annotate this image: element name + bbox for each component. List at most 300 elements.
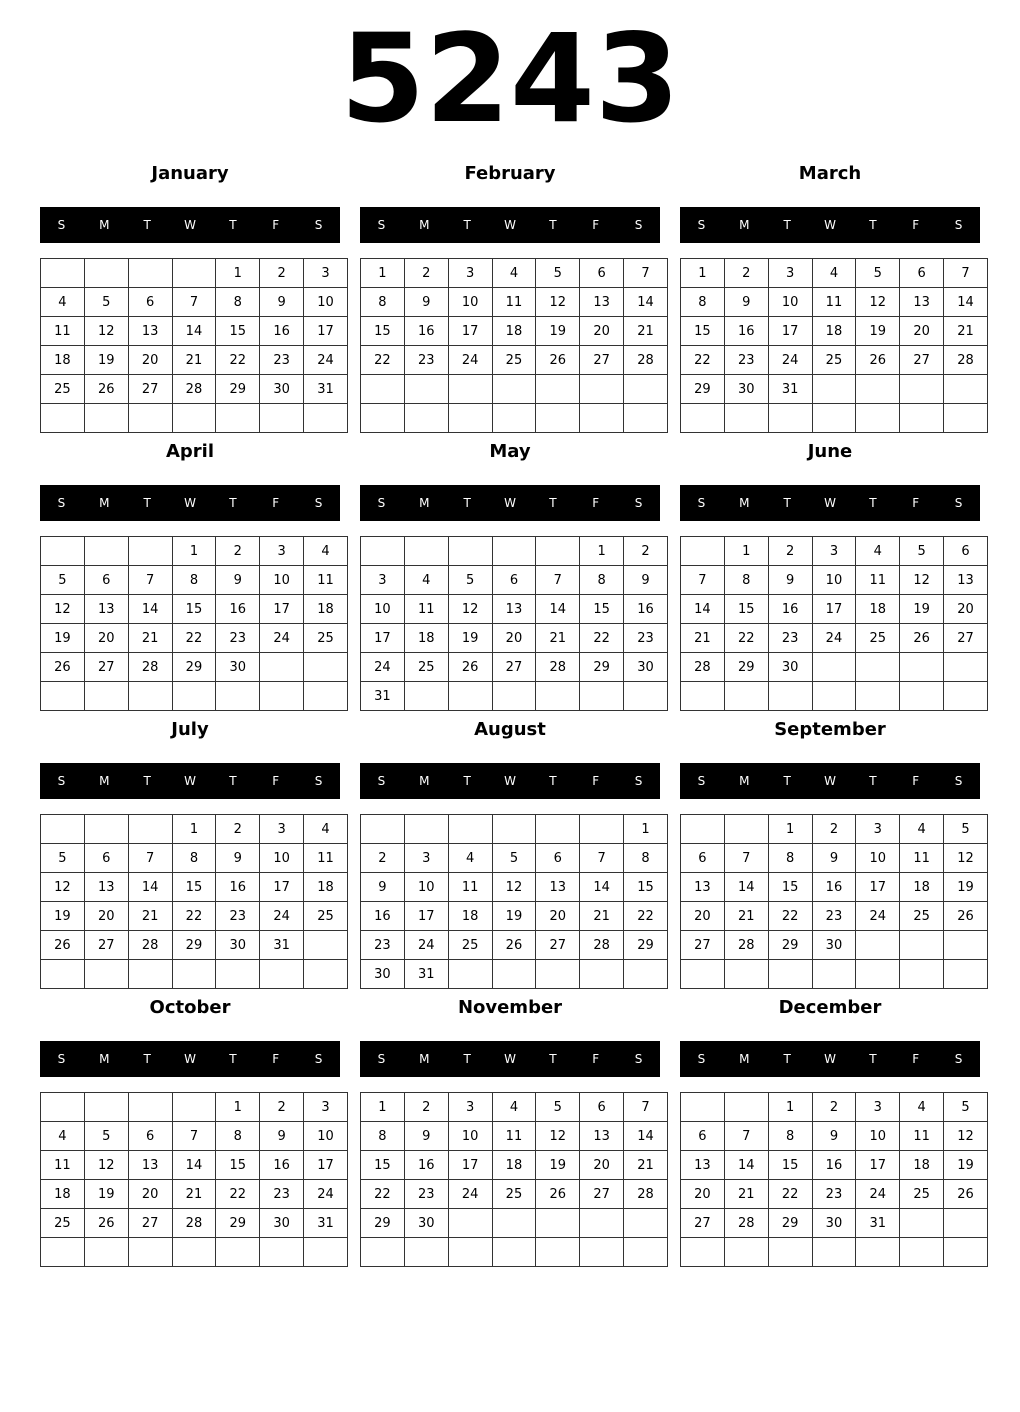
- weekday-label: F: [912, 218, 920, 232]
- day-cell: 27: [536, 931, 580, 960]
- weekday-label: F: [272, 218, 280, 232]
- day-cell: 24: [856, 1180, 900, 1209]
- day-cell: 19: [944, 1151, 988, 1180]
- day-cell: 14: [128, 873, 172, 902]
- day-cell: 11: [41, 1151, 85, 1180]
- day-cell: 17: [404, 902, 448, 931]
- day-cell: 6: [128, 1122, 172, 1151]
- day-cell: 25: [448, 931, 492, 960]
- day-cell: 28: [128, 653, 172, 682]
- day-cell: 10: [304, 1122, 348, 1151]
- day-cell: 8: [624, 844, 668, 873]
- day-cell: 6: [900, 259, 944, 288]
- day-cell: [84, 1093, 128, 1122]
- day-cell: 28: [624, 346, 668, 375]
- day-cell: [172, 960, 216, 989]
- day-cell: [624, 960, 668, 989]
- weekday-header: [680, 485, 980, 521]
- day-cell: [404, 537, 448, 566]
- day-cell: 17: [856, 873, 900, 902]
- week-row: [681, 1209, 988, 1238]
- week-row: [41, 259, 348, 288]
- day-cell: 7: [624, 1093, 668, 1122]
- month-name: December: [778, 997, 882, 1018]
- weekday-label: T: [869, 496, 877, 510]
- day-cell: 3: [768, 259, 812, 288]
- day-cell: 19: [41, 624, 85, 653]
- week-row: [361, 844, 668, 873]
- day-cell: 25: [856, 624, 900, 653]
- day-cell: [41, 1238, 85, 1267]
- weekday-label: M: [419, 218, 430, 232]
- week-row: [41, 1238, 348, 1267]
- day-cell: [172, 1093, 216, 1122]
- day-cell: [536, 960, 580, 989]
- day-cell: 9: [624, 566, 668, 595]
- day-cell: [361, 815, 405, 844]
- day-cell: [492, 1209, 536, 1238]
- month-name: October: [149, 997, 231, 1018]
- day-cell: 5: [41, 844, 85, 873]
- day-cell: 13: [580, 1122, 624, 1151]
- weekday-label: F: [592, 218, 600, 232]
- day-cell: [624, 1209, 668, 1238]
- weekday-label: S: [314, 218, 323, 232]
- weekday-label: M: [419, 496, 430, 510]
- day-cell: [41, 815, 85, 844]
- day-cell: 7: [172, 288, 216, 317]
- day-cell: 7: [536, 566, 580, 595]
- day-cell: 24: [304, 1180, 348, 1209]
- week-row: [361, 288, 668, 317]
- day-cell: [944, 375, 988, 404]
- day-cell: 28: [172, 375, 216, 404]
- day-cell: [128, 960, 172, 989]
- day-cell: 18: [41, 1180, 85, 1209]
- day-cell: 5: [448, 566, 492, 595]
- day-cell: 2: [260, 1093, 304, 1122]
- day-cell: 4: [404, 566, 448, 595]
- day-cell: [856, 682, 900, 711]
- day-cell: 24: [812, 624, 856, 653]
- day-cell: 19: [900, 595, 944, 624]
- day-cell: [536, 1238, 580, 1267]
- day-cell: [900, 1238, 944, 1267]
- weekday-label: W: [824, 496, 836, 510]
- day-cell: 18: [492, 1151, 536, 1180]
- day-cell: 21: [944, 317, 988, 346]
- day-cell: 21: [624, 317, 668, 346]
- weekday-label: T: [549, 218, 557, 232]
- day-cell: [41, 682, 85, 711]
- day-cell: [448, 682, 492, 711]
- month-february: [360, 160, 660, 430]
- day-cell: 5: [536, 259, 580, 288]
- day-cell: 28: [172, 1209, 216, 1238]
- weekday-label: S: [377, 496, 386, 510]
- week-row: [41, 288, 348, 317]
- day-cell: [260, 960, 304, 989]
- day-cell: 7: [128, 566, 172, 595]
- day-cell: 23: [724, 346, 768, 375]
- day-cell: 11: [404, 595, 448, 624]
- day-cell: [128, 1093, 172, 1122]
- day-cell: 26: [536, 1180, 580, 1209]
- day-cell: 23: [361, 931, 405, 960]
- weekday-label: M: [99, 1052, 110, 1066]
- weekday-label: M: [99, 496, 110, 510]
- day-cell: 8: [724, 566, 768, 595]
- day-cell: 4: [304, 815, 348, 844]
- week-row: [41, 815, 348, 844]
- week-row: [361, 1151, 668, 1180]
- day-cell: 7: [624, 259, 668, 288]
- weekday-label: S: [57, 774, 66, 788]
- day-cell: 30: [216, 653, 260, 682]
- days-table: [360, 814, 668, 989]
- day-cell: 25: [492, 346, 536, 375]
- weekday-label: W: [184, 774, 196, 788]
- day-cell: 11: [856, 566, 900, 595]
- week-row: [681, 595, 988, 624]
- weekday-label: S: [314, 496, 323, 510]
- day-cell: 10: [856, 844, 900, 873]
- month-name: January: [151, 163, 229, 184]
- day-cell: 21: [681, 624, 725, 653]
- day-cell: 22: [768, 1180, 812, 1209]
- day-cell: 21: [624, 1151, 668, 1180]
- week-row: [681, 537, 988, 566]
- day-cell: 17: [361, 624, 405, 653]
- day-cell: 17: [304, 317, 348, 346]
- weekday-label: W: [504, 1052, 516, 1066]
- month-name: February: [464, 163, 556, 184]
- day-cell: 27: [128, 1209, 172, 1238]
- week-row: [361, 537, 668, 566]
- day-cell: 27: [84, 931, 128, 960]
- day-cell: [944, 653, 988, 682]
- day-cell: 1: [172, 537, 216, 566]
- day-cell: [944, 404, 988, 433]
- day-cell: 18: [404, 624, 448, 653]
- day-cell: 5: [41, 566, 85, 595]
- day-cell: [41, 1093, 85, 1122]
- day-cell: [492, 960, 536, 989]
- day-cell: 13: [128, 1151, 172, 1180]
- weekday-label: T: [229, 774, 237, 788]
- day-cell: 20: [128, 1180, 172, 1209]
- weekday-label: T: [229, 1052, 237, 1066]
- day-cell: [404, 815, 448, 844]
- month-january: [40, 160, 340, 430]
- day-cell: 14: [172, 1151, 216, 1180]
- day-cell: 16: [812, 873, 856, 902]
- weekday-label: T: [463, 496, 471, 510]
- day-cell: [304, 653, 348, 682]
- week-row: [41, 931, 348, 960]
- day-cell: 22: [681, 346, 725, 375]
- weekday-label: S: [697, 496, 706, 510]
- day-cell: 14: [944, 288, 988, 317]
- day-cell: [84, 1238, 128, 1267]
- weekday-label: M: [739, 218, 750, 232]
- day-cell: [84, 537, 128, 566]
- week-row: [681, 873, 988, 902]
- day-cell: 8: [681, 288, 725, 317]
- day-cell: [492, 537, 536, 566]
- day-cell: 3: [260, 537, 304, 566]
- day-cell: 15: [172, 873, 216, 902]
- day-cell: 17: [304, 1151, 348, 1180]
- day-cell: 3: [361, 566, 405, 595]
- day-cell: [304, 682, 348, 711]
- week-row: [361, 873, 668, 902]
- day-cell: [724, 1093, 768, 1122]
- weekday-label: S: [954, 218, 963, 232]
- day-cell: 8: [216, 288, 260, 317]
- weekday-label: S: [954, 496, 963, 510]
- day-cell: 20: [580, 1151, 624, 1180]
- day-cell: 8: [768, 844, 812, 873]
- day-cell: 22: [172, 902, 216, 931]
- day-cell: [812, 653, 856, 682]
- week-row: [41, 682, 348, 711]
- day-cell: 16: [624, 595, 668, 624]
- day-cell: [944, 960, 988, 989]
- day-cell: [128, 1238, 172, 1267]
- weekday-label: S: [57, 496, 66, 510]
- weekday-label: M: [419, 774, 430, 788]
- day-cell: [492, 404, 536, 433]
- day-cell: 31: [304, 375, 348, 404]
- day-cell: [856, 1238, 900, 1267]
- day-cell: 15: [624, 873, 668, 902]
- weekday-label: M: [99, 774, 110, 788]
- day-cell: 30: [812, 931, 856, 960]
- day-cell: [448, 1238, 492, 1267]
- day-cell: [492, 815, 536, 844]
- day-cell: 13: [84, 595, 128, 624]
- day-cell: [724, 404, 768, 433]
- day-cell: 8: [172, 844, 216, 873]
- day-cell: 26: [84, 375, 128, 404]
- day-cell: [41, 404, 85, 433]
- day-cell: 18: [900, 1151, 944, 1180]
- day-cell: [216, 960, 260, 989]
- week-row: [361, 595, 668, 624]
- day-cell: 28: [624, 1180, 668, 1209]
- day-cell: [681, 815, 725, 844]
- day-cell: [724, 1238, 768, 1267]
- weekday-label: M: [419, 1052, 430, 1066]
- day-cell: 29: [172, 653, 216, 682]
- day-cell: [724, 682, 768, 711]
- day-cell: 27: [681, 1209, 725, 1238]
- day-cell: 5: [856, 259, 900, 288]
- day-cell: 14: [536, 595, 580, 624]
- day-cell: 10: [768, 288, 812, 317]
- week-row: [361, 1209, 668, 1238]
- month-november: [360, 994, 660, 1264]
- day-cell: 14: [681, 595, 725, 624]
- day-cell: [41, 259, 85, 288]
- day-cell: 28: [724, 931, 768, 960]
- day-cell: [128, 815, 172, 844]
- day-cell: 22: [580, 624, 624, 653]
- days-table: [40, 1092, 348, 1267]
- day-cell: 26: [900, 624, 944, 653]
- day-cell: [128, 259, 172, 288]
- week-row: [681, 960, 988, 989]
- day-cell: 12: [536, 1122, 580, 1151]
- day-cell: 15: [361, 317, 405, 346]
- week-row: [41, 873, 348, 902]
- day-cell: 10: [361, 595, 405, 624]
- day-cell: 11: [900, 1122, 944, 1151]
- day-cell: [580, 960, 624, 989]
- weekday-label: F: [912, 774, 920, 788]
- day-cell: 9: [260, 288, 304, 317]
- day-cell: 3: [448, 259, 492, 288]
- day-cell: 16: [260, 1151, 304, 1180]
- day-cell: 18: [41, 346, 85, 375]
- weekday-label: M: [99, 218, 110, 232]
- month-october: [40, 994, 340, 1264]
- day-cell: 5: [900, 537, 944, 566]
- day-cell: 17: [768, 317, 812, 346]
- day-cell: 2: [624, 537, 668, 566]
- day-cell: [84, 404, 128, 433]
- days-table: [360, 536, 668, 711]
- day-cell: 25: [492, 1180, 536, 1209]
- weekday-header: [360, 207, 660, 243]
- day-cell: 26: [944, 902, 988, 931]
- day-cell: 12: [856, 288, 900, 317]
- day-cell: 16: [361, 902, 405, 931]
- day-cell: 26: [41, 653, 85, 682]
- weekday-label: T: [783, 218, 791, 232]
- week-row: [681, 1093, 988, 1122]
- day-cell: 5: [84, 288, 128, 317]
- day-cell: 17: [260, 873, 304, 902]
- weekday-label: T: [869, 1052, 877, 1066]
- week-row: [361, 259, 668, 288]
- day-cell: 21: [128, 902, 172, 931]
- weekday-label: S: [634, 1052, 643, 1066]
- day-cell: 29: [361, 1209, 405, 1238]
- day-cell: [84, 259, 128, 288]
- day-cell: 22: [768, 902, 812, 931]
- day-cell: [900, 682, 944, 711]
- day-cell: 16: [724, 317, 768, 346]
- weekday-label: F: [272, 1052, 280, 1066]
- day-cell: 27: [681, 931, 725, 960]
- day-cell: [41, 537, 85, 566]
- day-cell: 11: [304, 566, 348, 595]
- day-cell: 6: [580, 259, 624, 288]
- day-cell: [172, 682, 216, 711]
- weekday-label: S: [634, 218, 643, 232]
- day-cell: 29: [216, 375, 260, 404]
- day-cell: 29: [768, 931, 812, 960]
- day-cell: 2: [216, 815, 260, 844]
- day-cell: 9: [724, 288, 768, 317]
- day-cell: [304, 960, 348, 989]
- days-table: [360, 258, 668, 433]
- day-cell: 27: [580, 346, 624, 375]
- day-cell: [580, 375, 624, 404]
- week-row: [681, 288, 988, 317]
- day-cell: 15: [216, 317, 260, 346]
- days-table: [680, 1092, 988, 1267]
- day-cell: 22: [361, 346, 405, 375]
- day-cell: 12: [944, 1122, 988, 1151]
- day-cell: 17: [812, 595, 856, 624]
- day-cell: 26: [41, 931, 85, 960]
- day-cell: 5: [536, 1093, 580, 1122]
- day-cell: 2: [404, 1093, 448, 1122]
- month-name: November: [457, 997, 563, 1018]
- day-cell: 30: [768, 653, 812, 682]
- week-row: [41, 566, 348, 595]
- month-name: July: [171, 719, 209, 740]
- day-cell: [580, 404, 624, 433]
- day-cell: 20: [84, 624, 128, 653]
- day-cell: [84, 960, 128, 989]
- day-cell: 7: [724, 844, 768, 873]
- day-cell: [768, 404, 812, 433]
- week-row: [681, 682, 988, 711]
- day-cell: [900, 960, 944, 989]
- day-cell: 6: [944, 537, 988, 566]
- day-cell: 24: [260, 624, 304, 653]
- day-cell: 11: [492, 1122, 536, 1151]
- weekday-label: S: [697, 1052, 706, 1066]
- day-cell: [41, 960, 85, 989]
- day-cell: 9: [768, 566, 812, 595]
- year-title: 5243: [340, 8, 680, 150]
- month-name: May: [489, 441, 531, 462]
- week-row: [681, 624, 988, 653]
- day-cell: 12: [492, 873, 536, 902]
- day-cell: 9: [216, 844, 260, 873]
- week-row: [361, 815, 668, 844]
- day-cell: 24: [361, 653, 405, 682]
- day-cell: 18: [304, 873, 348, 902]
- day-cell: [900, 375, 944, 404]
- month-august: [360, 716, 660, 986]
- day-cell: 6: [536, 844, 580, 873]
- weekday-label: W: [824, 774, 836, 788]
- day-cell: 27: [128, 375, 172, 404]
- day-cell: 25: [41, 1209, 85, 1238]
- day-cell: 24: [768, 346, 812, 375]
- weekday-header: [40, 485, 340, 521]
- days-table: [680, 536, 988, 711]
- day-cell: 7: [580, 844, 624, 873]
- day-cell: [404, 1238, 448, 1267]
- day-cell: 23: [812, 902, 856, 931]
- weekday-label: F: [272, 774, 280, 788]
- day-cell: 24: [856, 902, 900, 931]
- day-cell: [812, 960, 856, 989]
- day-cell: [361, 537, 405, 566]
- month-december: [680, 994, 980, 1264]
- week-row: [681, 1238, 988, 1267]
- day-cell: 28: [580, 931, 624, 960]
- weekday-label: T: [869, 218, 877, 232]
- day-cell: 1: [724, 537, 768, 566]
